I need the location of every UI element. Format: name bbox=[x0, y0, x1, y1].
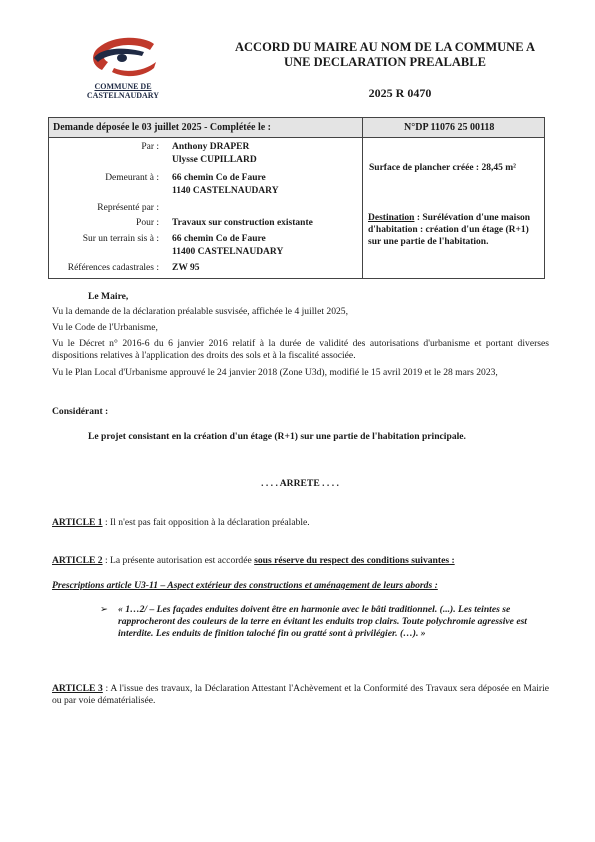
logo-line2: CASTELNAUDARY bbox=[86, 91, 160, 100]
article-3-label: ARTICLE 3 bbox=[52, 683, 103, 694]
floor-area: Surface de plancher créée : 28,45 m² bbox=[369, 163, 516, 173]
project-description: Le projet consistant en la création d'un étage (R+1) sur une partie de l'habitation principale. bbox=[88, 431, 466, 442]
info-box-header bbox=[49, 118, 544, 138]
castelnaudary-emblem-icon bbox=[84, 36, 162, 82]
cadastre-value: ZW 95 bbox=[172, 263, 200, 273]
prescription-quote: « 1…2/ – Les façades enduites doivent être en harmonie avec le bâti traditionnel. (...). Les teintes se rapprocheront des couleurs de la terre en évitant les enduits trop clairs. Toute polychromie agressive est interdite. Les enduits de finition taloché fin ou gratté sont à privilégier. (…). » bbox=[118, 604, 527, 640]
article-3-text: : A l'issue des travaux, la Déclaration Attestant l'Achèvement et la Conformité des Travaux sera déposée en Mairie ou par voie dématérialisée. bbox=[52, 683, 549, 707]
deposit-date: Demande déposée le 03 juillet 2025 - Complétée le : bbox=[53, 122, 272, 133]
title-line1: ACCORD DU MAIRE AU NOM DE LA COMMUNE A bbox=[235, 40, 535, 54]
par-label: Par : bbox=[141, 142, 159, 152]
applicant-1: Anthony DRAPER bbox=[172, 142, 250, 152]
article-1 bbox=[52, 517, 547, 529]
article-2 bbox=[52, 555, 549, 567]
reference-number: 2025 R 0470 bbox=[368, 86, 432, 100]
article-2-label: ARTICLE 2 bbox=[52, 555, 103, 566]
terrain-line1: 66 chemin Co de Faure bbox=[172, 234, 266, 244]
article-1-label: ARTICLE 1 bbox=[52, 517, 103, 528]
article-1-text: : Il n'est pas fait opposition à la déclaration préalable. bbox=[102, 517, 310, 528]
maire-heading: Le Maire, bbox=[88, 291, 129, 302]
vu-demande: Vu la demande de la déclaration préalable susvisée, affichée le 4 juillet 2025, bbox=[52, 306, 349, 317]
destination-label: Destination bbox=[368, 213, 415, 223]
terrain-label: Sur un terrain sis à : bbox=[82, 234, 159, 244]
represente-label: Représenté par : bbox=[97, 203, 159, 213]
dp-number: N°DP 11076 25 00118 bbox=[404, 122, 495, 133]
article-2-conditions: sous réserve du respect des conditions suivantes : bbox=[254, 555, 455, 566]
application-info-box bbox=[48, 117, 545, 279]
cadastre-label: Références cadastrales : bbox=[67, 263, 159, 273]
applicant-2: Ulysse CUPILLARD bbox=[172, 155, 257, 165]
logo-line1: COMMUNE DE bbox=[94, 82, 152, 91]
article-3 bbox=[52, 683, 549, 707]
destination bbox=[368, 212, 540, 248]
considerant-heading: Considérant : bbox=[52, 406, 109, 417]
vu-plu: Vu le Plan Local d'Urbanisme approuvé le 24 janvier 2018 (Zone U3d), modifié le 15 avril 2019 et le 28 mars 2023, bbox=[52, 367, 498, 378]
terrain-line2: 11400 CASTELNAUDARY bbox=[172, 247, 284, 257]
article-2-text: : La présente autorisation est accordée bbox=[102, 555, 255, 566]
bullet-arrow-icon: ➢ bbox=[100, 604, 109, 615]
arrete-heading: . . . . ARRETE . . . . bbox=[261, 478, 339, 489]
column-divider bbox=[362, 118, 363, 278]
address-line2: 1140 CASTELNAUDARY bbox=[172, 186, 279, 196]
demeurant-label: Demeurant à : bbox=[105, 173, 159, 183]
address-line1: 66 chemin Co de Faure bbox=[172, 173, 266, 183]
vu-code: Vu le Code de l'Urbanisme, bbox=[52, 322, 158, 333]
vu-decret: Vu le Décret n° 2016-6 du 6 janvier 2016 relatif à la durée de validité des autorisations d'urbanisme et portant diverses dispositions relatives à l'application des droits des sols et à la fiscalité associée. bbox=[52, 338, 549, 362]
title-line2: UNE DECLARATION PREALABLE bbox=[284, 55, 486, 69]
pour-label: Pour : bbox=[136, 218, 159, 228]
destination-text: : Surélévation d'une maison d'habitation : création d'un étage (R+1) sur une partie de l'habitation. bbox=[368, 213, 531, 247]
works-type: Travaux sur construction existante bbox=[172, 218, 313, 228]
prescriptions-heading: Prescriptions article U3-11 – Aspect extérieur des constructions et aménagement de leurs abords : bbox=[52, 580, 438, 591]
commune-logo bbox=[78, 36, 168, 106]
document-title bbox=[215, 40, 555, 70]
